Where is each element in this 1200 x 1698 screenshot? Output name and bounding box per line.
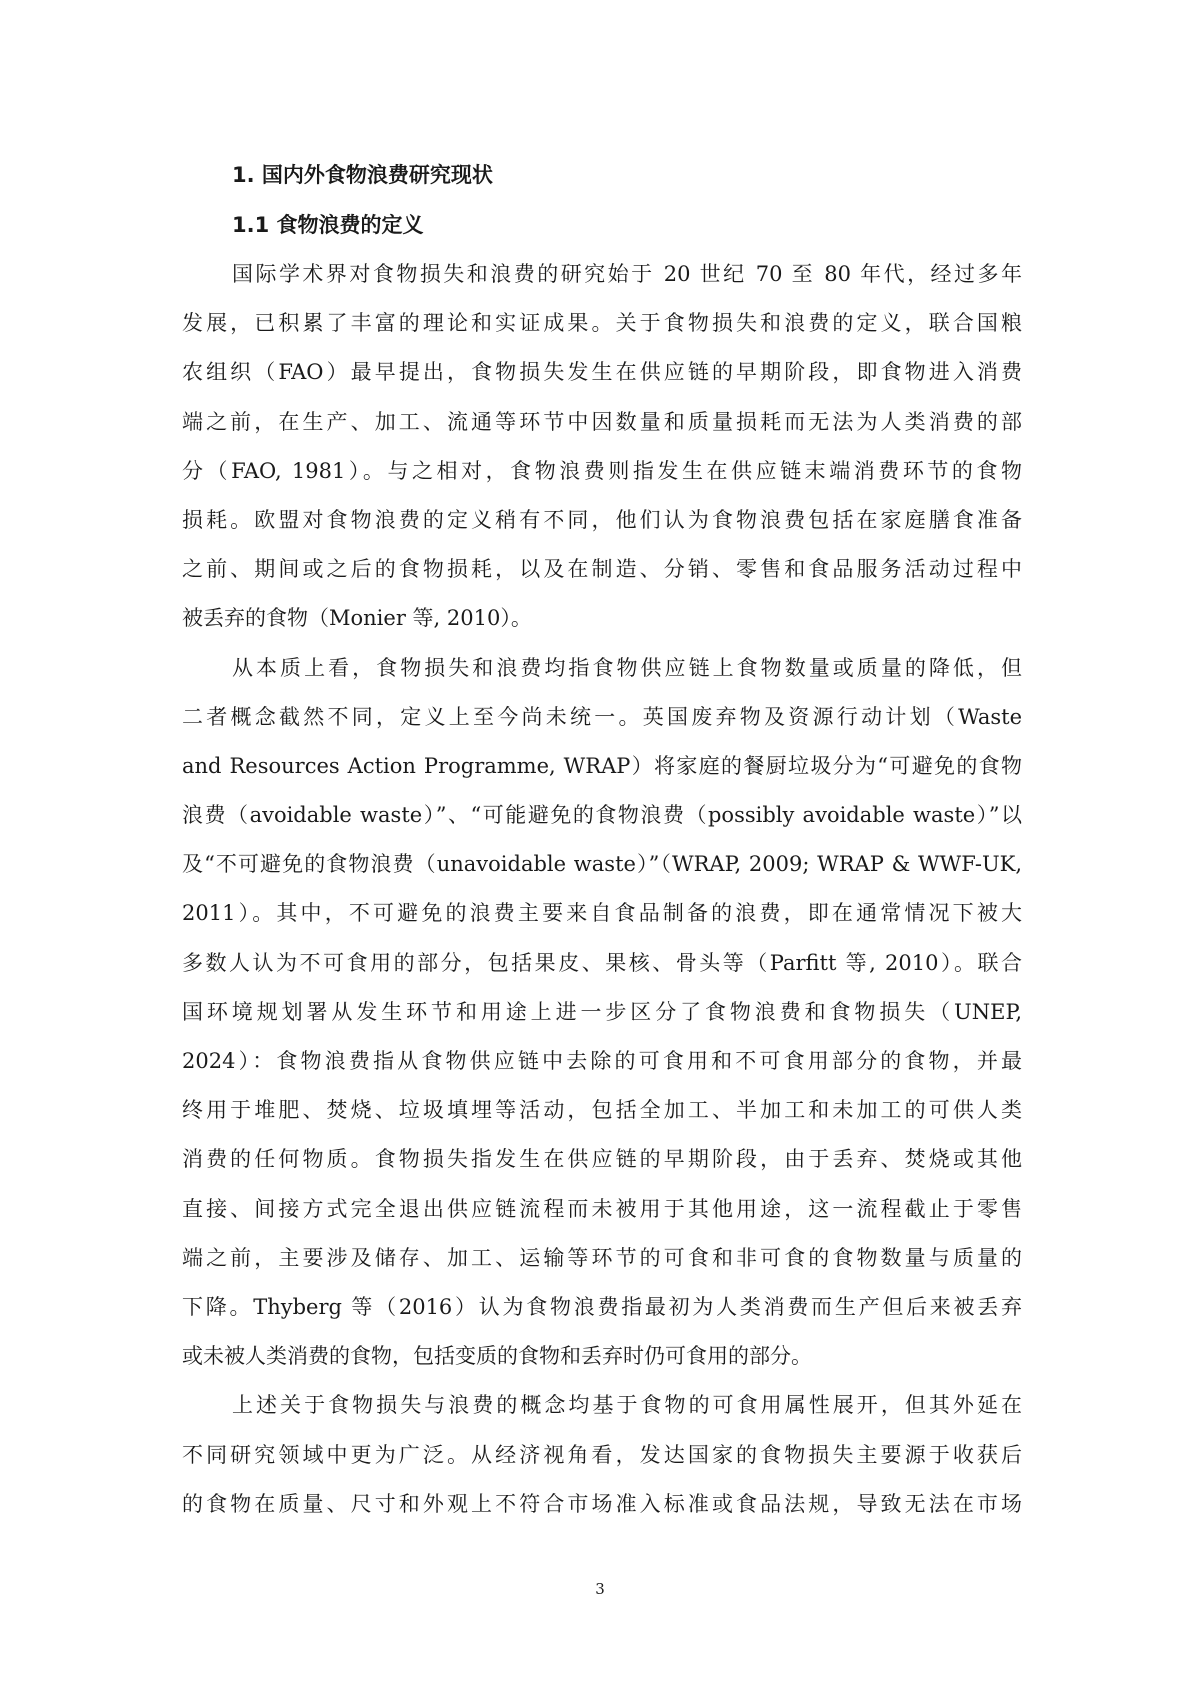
text-line: 终用于堆肥、焚烧、垃圾填埋等活动，包括全加工、半加工和未加工的可供人类 [182,1098,1022,1123]
text-line: 不同研究领域中更为广泛。从经济视角看，发达国家的食物损失主要源于收获后 [182,1442,1022,1467]
text-line: 发展，已积累了丰富的理论和实证成果。关于食物损失和浪费的定义，联合国粮 [182,311,1022,336]
text-line: 农组织（FAO）最早提出，食物损失发生在供应链的早期阶段，即食物进入消费 [182,360,1022,385]
text-line: 损耗。欧盟对食物浪费的定义稍有不同，他们认为食物浪费包括在家庭膳食准备 [182,507,1022,532]
text-line: and Resources Action Programme, WRAP）将家庭的餐厨垃圾分为“可避免的食物 [182,753,1022,778]
text-line: 及“不可避免的食物浪费（unavoidable waste）”（WRAP, 2009; WRAP & WWF-UK, [182,852,1022,877]
text-line: 多数人认为不可食用的部分，包括果皮、果核、骨头等（Parfitt 等, 2010）。联合 [182,950,1022,975]
text-line: 直接、间接方式完全退出供应链流程而未被用于其他用途，这一流程截止于零售 [182,1196,1022,1221]
text-line: 被丢弃的食物（Monier 等, 2010）。 [182,606,532,631]
text-line: 国际学术界对食物损失和浪费的研究始于 20 世纪 70 至 80 年代，经过多年 [232,262,1022,286]
text-line: 二者概念截然不同，定义上至今尚未统一。英国废弃物及资源行动计划（Waste [182,704,1022,729]
text-line: 消费的任何物质。食物损失指发生在供应链的早期阶段，由于丢弃、焚烧或其他 [182,1147,1022,1172]
text-line: 端之前，主要涉及储存、加工、运输等环节的可食和非可食的食物数量与质量的 [182,1245,1022,1270]
text-line: 浪费（avoidable waste）”、“可能避免的食物浪费（possibly avoidable waste）”以 [182,803,1022,828]
text-line: 之前、期间或之后的食物损耗，以及在制造、分销、零售和食品服务活动过程中 [182,557,1022,582]
text-line: 从本质上看，食物损失和浪费均指食物供应链上食物数量或质量的降低，但 [232,655,1022,680]
paragraph [182,1381,1022,1529]
text-line: 上述关于食物损失与浪费的概念均基于食物的可食用属性展开，但其外延在 [232,1393,1022,1418]
subsection-heading: 1.1 食物浪费的定义 [232,213,424,237]
text-line: 或未被人类消费的食物，包括变质的食物和丢弃时仍可食用的部分。 [182,1344,812,1369]
text-line: 端之前，在生产、加工、流通等环节中因数量和质量损耗而无法为人类消费的部 [182,409,1022,434]
page-content [182,150,1022,1529]
paragraph [182,250,1022,644]
text-line: 2011）。其中，不可避免的浪费主要来自食品制备的浪费，即在通常情况下被大 [182,901,1022,926]
text-line: 分（FAO, 1981）。与之相对，食物浪费则指发生在供应链末端消费环节的食物 [182,458,1022,483]
text-line: 国环境规划署从发生环节和用途上进一步区分了食物浪费和食物损失（UNEP, [182,999,1022,1024]
body-text [182,250,1022,1529]
text-line: 的食物在质量、尺寸和外观上不符合市场准入标准或食品法规，导致无法在市场 [182,1491,1022,1516]
text-line: 2024）：食物浪费指从食物供应链中去除的可食用和不可食用部分的食物，并最 [182,1049,1022,1073]
page-number: 3 [595,1580,605,1598]
section-heading: 1. 国内外食物浪费研究现状 [232,163,493,187]
paragraph [182,644,1022,1382]
text-line: 下降。Thyberg 等（2016）认为食物浪费指最初为人类消费而生产但后来被丢弃 [182,1294,1022,1319]
